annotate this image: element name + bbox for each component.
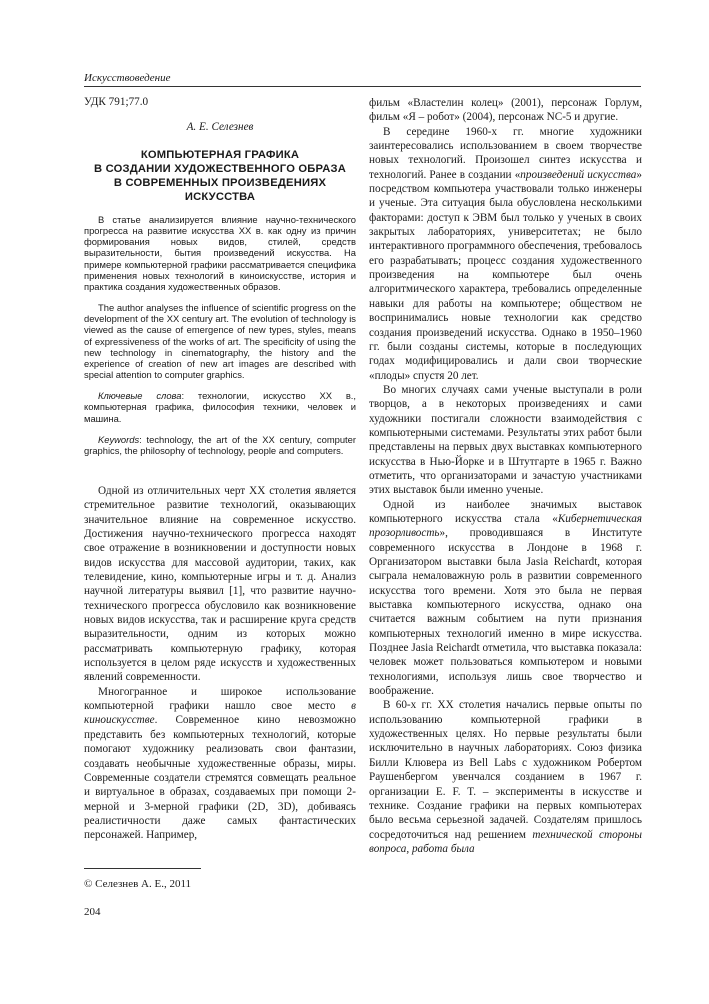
body-paragraph: В середине 1960-х гг. многие художники заинтересовались использованием в своем творчестве новых технологий. Произошел синтез искусства и технологий. Ранее в создании «произведений искусства» посредством компьютера участвовали только инженеры и ученые. Эта ситуация была обусловлена несколькими факторами: доступ к ЭВМ был только у ученых в своих закрытых лабораториях, университетах; не было интерактивного программного обеспечения, требовалось его разрабатывать; процесс создания художественного произведения на компьютере был очень алгоритмического характера, требовались определенные навыки для работы на компьютере; обществом не воспринимались новые технологии как средство создания произведений искусства. Однако в 1950–1960 гг. были созданы системы, которые в последующих годах модифицировались и дали свои творческие «плоды» спустя 20 лет.	[369, 125, 642, 382]
page-number: 204	[84, 906, 101, 918]
body-paragraph: Во многих случаях сами ученые выступали в роли творцов, а в некоторых произведениях и сами художники постигали сложности взаимодействия с компьютерными системами. Результаты этих работ были представлены на первых двух выставках компьютерного искусства в Нью-Йорке и в Штутгарте в 1965 г. Важно отметить, что организаторами и зачастую участниками этих выставок были именно ученые.	[369, 383, 642, 497]
title-line: ИСКУССТВА	[184, 191, 256, 203]
title-line: В СОЗДАНИИ ХУДОЖЕСТВЕННОГО ОБРАЗА	[94, 163, 346, 175]
body-paragraph: Одной из наиболее значимых выставок компьютерного искусства стала «Кибернетическая прозорливость», проводившаяся в Институте современного искусства в Лондоне в 1968 г. Организатором выставки была Jasia Reichardt, которая сыграла немаловажную роль в развитии современного искусства того времени. Хотя это была не первая выставка компьютерного искусства, однако она считается важным событием на пути признания компьютерных технологий именно в мире искусства. Позднее Jasia Reichardt отметила, что выставка показала: человек может пользоваться компьютером и новыми технологиями, используя лишь свое творчество и воображение.	[369, 498, 642, 698]
right-column	[369, 96, 642, 856]
keywords-ru-text: : технологии, искусство XX в., компьютерная графика, философия техники, человек и машина.	[84, 390, 357, 424]
abstract-en: The author analyses the influence of scientific progress on the development of the XX century art. The evolution of technology is viewed as the cause of emergence of new types, styles, means of expressiveness of the works of art. The specificity of using the new technology in cinematography, the history and the experience of creation of new art images are described with special attention to computer graphics.	[84, 302, 356, 381]
body-paragraph: Многогранное и широкое использование компьютерной графики нашло свое место в киноискусстве. Современное кино невозможно представить без компьютерных технологий, которые помогают художнику реализовать свои фантазии, создавать необычные художественные образы, миры. Современные создатели стремятся совмещать реальное и виртуальное в образах, создаваемых при помощи 2-мерной и 3-мерной графики (2D, 3D), добиваясь реалистичности даже самых фантастических персонажей. Например,	[84, 685, 356, 842]
title-line: В СОВРЕМЕННЫХ ПРОИЗВЕДЕНИЯХ	[113, 177, 327, 189]
title-line: КОМПЬЮТЕРНАЯ ГРАФИКА	[140, 149, 300, 161]
keywords-ru	[84, 390, 356, 423]
keywords-en	[84, 434, 356, 456]
running-header: Искусствоведение	[84, 72, 171, 84]
left-column	[84, 96, 356, 843]
copyright: © Селезнев А. Е., 2011	[84, 878, 192, 890]
keywords-en-label: Keywords	[98, 433, 140, 445]
body-paragraph: В 60-х гг. XX столетия начались первые опыты по использованию компьютерной графики в художественных целях. Но первые результаты были исключительно в научных лабораториях. Союз физика Билли Клювера из Bell Labs с художником Робертом Раушенбергом увенчался созданием в 1967 г. организации E. F. T. – эксперименты в искусстве и технике. Создание графики на первых компьютерах было весьма серьезной задачей. Создателям пришлось сосредоточиться над решением технической стороны вопроса, работа была	[369, 699, 642, 855]
article-title	[84, 148, 356, 204]
emphasis: технической стороны вопроса, работа была	[369, 828, 642, 855]
body-paragraph: Одной из отличительных черт XX столетия является стремительное развитие технологий, оказывающих значительное влияние на современное искусство. Достижения научно-технического прогресса находят свое отражение в возникновении и доступности новых видов искусства для массовой аудитории, таких, как телевидение, кино, компьютерные игры и т. д. Анализ научной литературы выявил [1], что развитие научно-технического прогресса обусловило как возникновение новых видов искусства, так и расширение круга средств выразительности, одним из которых можно рассматривать компьютерную графику, которая используется в целом ряде искусств и художественных явлений современности.	[84, 484, 356, 684]
footnote-divider	[84, 868, 201, 869]
udk-code: УДК 791;77.0	[84, 96, 149, 108]
abstract-ru: В статье анализируется влияние научно-технического прогресса на развитие искусства XX в. как одну из причин формирования новых видов, стилей, средств выразительности, бытия произведений искусства. На примере компьютерной графики рассматривается специфика применения новых технологий в киноискусстве, история и практика создания художественных образов.	[84, 214, 356, 292]
keywords-en-text: : technology, the art of the XX century, computer graphics, the philosophy of technology, people and computers.	[84, 433, 356, 456]
keywords-ru-label: Ключевые слова	[98, 390, 182, 402]
emphasis: в киноискусстве	[84, 700, 356, 727]
emphasis: Кибернетическая прозорливость	[369, 512, 642, 540]
emphasis: произведений искусства	[520, 168, 637, 181]
header-divider	[84, 86, 641, 87]
body-paragraph: фильм «Властелин колец» (2001), персонаж Горлум, фильм «Я – робот» (2004), персонаж NC-5 и другие.	[369, 97, 642, 124]
author-name: А. Е. Селезнев	[186, 121, 254, 133]
